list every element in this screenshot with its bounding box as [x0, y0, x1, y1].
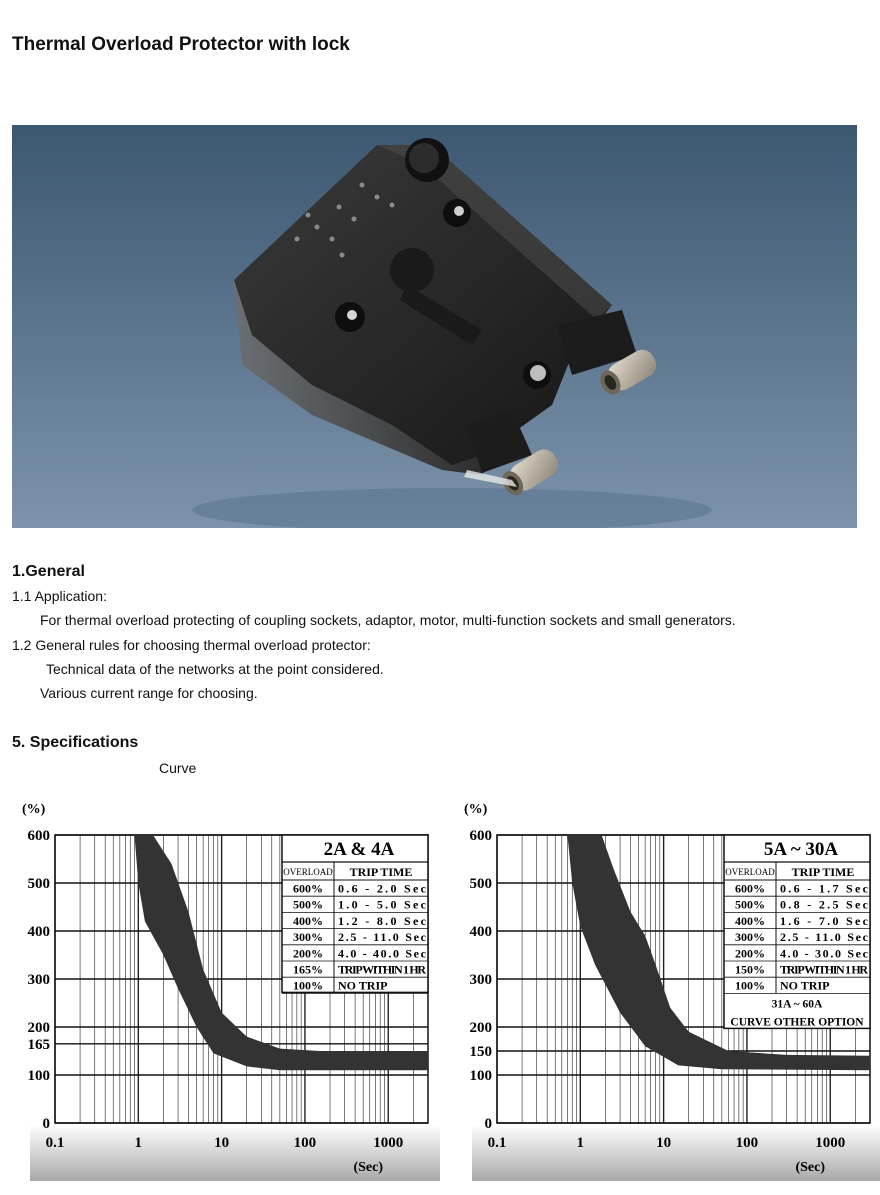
table-footer-note: 31A ~ 60A	[771, 998, 823, 1011]
x-tick-label: 10	[214, 1135, 230, 1151]
table-cell-overload: 500%	[735, 897, 765, 912]
thermal-protector-image	[12, 125, 857, 528]
y-tick-label: 0	[484, 1116, 492, 1132]
section-heading-general: 1.General	[12, 563, 85, 580]
y-tick-label: 150	[469, 1044, 492, 1060]
x-tick-label: 1	[134, 1135, 143, 1151]
trip-curve-chart-2a-4a	[10, 795, 440, 1190]
table-cell-trip-time: 1.6 - 7.0 Sec	[780, 913, 868, 928]
table-header-overload: OVERLOAD	[283, 867, 333, 877]
table-cell-trip-time: 2.5 - 11.0 Sec	[338, 930, 426, 945]
y-tick-label: 200	[27, 1020, 50, 1036]
y-axis-label: (%)	[464, 802, 488, 817]
rules-line-1: Technical data of the networks at the point considered.	[46, 661, 384, 677]
y-tick-label: 300	[469, 972, 492, 988]
table-cell-overload: 200%	[293, 946, 323, 961]
y-tick-label: 100	[469, 1068, 492, 1084]
chart-svg	[452, 795, 880, 1190]
table-cell-overload: 200%	[735, 946, 765, 961]
application-text: For thermal overload protecting of coupling sockets, adaptor, motor, multi-function sockets and small generators.	[40, 612, 736, 628]
table-cell-trip-time: 1.2 - 8.0 Sec	[338, 913, 426, 928]
y-tick-label: 200	[469, 1020, 492, 1036]
y-tick-label: 400	[27, 924, 50, 940]
x-tick-label: 100	[735, 1135, 759, 1151]
x-tick-label: 10	[656, 1135, 672, 1151]
table-cell-overload: 100%	[735, 978, 765, 993]
y-tick-label: 600	[27, 828, 50, 844]
y-tick-label: 600	[469, 828, 492, 844]
table-cell-overload: 500%	[293, 897, 323, 912]
x-tick-label: 100	[293, 1135, 317, 1151]
x-tick-label: 1000	[815, 1135, 846, 1151]
x-axis-label: (Sec)	[795, 1160, 826, 1175]
table-cell-trip-time: 4.0 - 40.0 Sec	[338, 946, 426, 961]
y-tick-label: 165	[27, 1036, 50, 1053]
x-tick-label: 1000	[373, 1135, 404, 1151]
curve-label: Curve	[159, 760, 197, 776]
section-heading-specifications: 5. Specifications	[12, 734, 139, 751]
y-axis-label: (%)	[22, 802, 46, 817]
table-cell-overload: 150%	[735, 962, 765, 977]
table-cell-overload: 300%	[293, 930, 323, 945]
table-cell-trip-time: 1.0 - 5.0 Sec	[338, 897, 426, 912]
rules-label: 1.2 General rules for choosing thermal overload protector:	[12, 637, 371, 653]
table-cell-overload: 300%	[735, 930, 765, 945]
table-cell-trip-time: NO TRIP	[780, 978, 830, 993]
x-tick-label: 1	[576, 1135, 585, 1151]
table-header-overload: OVERLOAD	[725, 867, 775, 877]
y-tick-label: 500	[469, 876, 492, 892]
table-cell-trip-time: TRIP WITHIN 1 HR	[780, 962, 868, 977]
table-cell-trip-time: 0.6 - 2.0 Sec	[338, 881, 426, 896]
table-cell-overload: 165%	[293, 962, 323, 977]
x-tick-label: 0.1	[45, 1135, 65, 1151]
table-header-trip-time: TRIP TIME	[791, 865, 855, 879]
table-cell-overload: 600%	[293, 881, 323, 896]
product-photo	[12, 125, 857, 528]
table-cell-overload: 100%	[293, 978, 323, 993]
table-cell-trip-time: 0.6 - 1.7 Sec	[780, 881, 868, 896]
y-tick-label: 500	[27, 876, 50, 892]
table-cell-trip-time: 4.0 - 30.0 Sec	[780, 946, 868, 961]
y-tick-label: 0	[42, 1116, 50, 1132]
y-tick-label: 300	[27, 972, 50, 988]
table-cell-trip-time: 0.8 - 2.5 Sec	[780, 897, 868, 912]
table-cell-trip-time: NO TRIP	[338, 978, 388, 993]
application-label: 1.1 Application:	[12, 588, 107, 604]
x-axis-label: (Sec)	[353, 1160, 384, 1175]
y-tick-label: 100	[27, 1068, 50, 1084]
table-cell-overload: 600%	[735, 881, 765, 896]
table-cell-overload: 400%	[293, 913, 323, 928]
y-tick-label: 400	[469, 924, 492, 940]
chart-svg	[10, 795, 440, 1190]
x-tick-label: 0.1	[487, 1135, 507, 1151]
table-cell-trip-time: 2.5 - 11.0 Sec	[780, 930, 868, 945]
table-header-trip-time: TRIP TIME	[349, 865, 413, 879]
spec-table-title: 2A & 4A	[323, 839, 395, 860]
table-cell-trip-time: TRIP WITHIN 1 HR	[338, 962, 426, 977]
table-footer-note: CURVE OTHER OPTION	[730, 1016, 864, 1029]
rules-line-2: Various current range for choosing.	[40, 685, 258, 701]
spec-table-title: 5A ~ 30A	[763, 839, 839, 860]
page-title: Thermal Overload Protector with lock	[12, 34, 350, 55]
trip-curve-chart-5a-30a	[452, 795, 880, 1190]
table-cell-overload: 400%	[735, 913, 765, 928]
